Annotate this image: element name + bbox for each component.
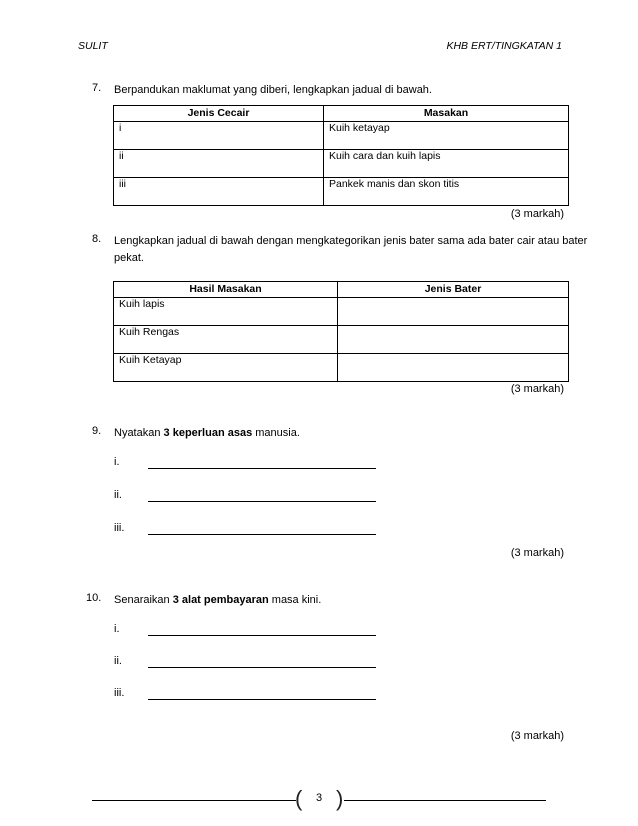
q9-answer-line[interactable] [148,534,376,535]
q7-header-jenis-cecair: Jenis Cecair [114,106,324,122]
q8-text-line2: pekat. [114,252,144,264]
q7-table [113,105,569,206]
footer-bracket-left: ( [295,786,303,811]
q8-cell: Kuih lapis [114,298,338,326]
q7-marks: (3 markah) [510,208,564,220]
q8-number: 8. [92,233,102,245]
q10-item-label: i. [114,623,120,635]
footer-rule-right [344,800,546,801]
q8-header-hasil-masakan: Hasil Masakan [114,282,338,298]
q7-cell: Pankek manis dan skon titis [324,178,569,206]
q8-answer-cell[interactable] [338,354,569,382]
q9-number: 9. [92,425,102,437]
q7-text: Berpandukan maklumat yang diberi, lengkapkan jadual di bawah. [114,84,432,96]
q8-header-jenis-bater: Jenis Bater [338,282,569,298]
q8-cell: Kuih Rengas [114,326,338,354]
q9-item-label: i. [114,456,120,468]
q8-marks: (3 markah) [510,383,564,395]
q9-item-label: ii. [114,489,122,501]
q8-answer-cell[interactable] [338,298,569,326]
q10-number: 10. [86,592,102,604]
q9-text: Nyatakan 3 keperluan asas manusia. [114,427,300,439]
q8-table [113,281,569,382]
q8-answer-cell[interactable] [338,326,569,354]
q8-cell: Kuih Ketayap [114,354,338,382]
q10-item-label: ii. [114,655,122,667]
q7-header-masakan: Masakan [324,106,569,122]
q10-text: Senaraikan 3 alat pembayaran masa kini. [114,594,322,606]
footer-bracket-right: ) [336,786,344,811]
q7-cell: i [114,122,324,150]
q10-item-label: iii. [114,687,125,699]
q9-answer-line[interactable] [148,501,376,502]
q9-answer-line[interactable] [148,468,376,469]
q10-answer-line[interactable] [148,667,376,668]
q8-text-line1: Lengkapkan jadual di bawah dengan mengkategorikan jenis bater sama ada bater cair atau bater [114,235,588,247]
q7-number: 7. [92,82,102,94]
q9-marks: (3 markah) [510,547,564,559]
q7-cell: Kuih ketayap [324,122,569,150]
q7-cell: Kuih cara dan kuih lapis [324,150,569,178]
q9-item-label: iii. [114,522,125,534]
page-number: 3 [316,792,323,804]
q7-cell: iii [114,178,324,206]
q10-answer-line[interactable] [148,699,376,700]
header-right: KHB ERT/TINGKATAN 1 [446,40,562,52]
q10-answer-line[interactable] [148,635,376,636]
header-left: SULIT [78,40,108,52]
q7-cell: ii [114,150,324,178]
footer-rule-left [92,800,296,801]
q10-marks: (3 markah) [510,730,564,742]
